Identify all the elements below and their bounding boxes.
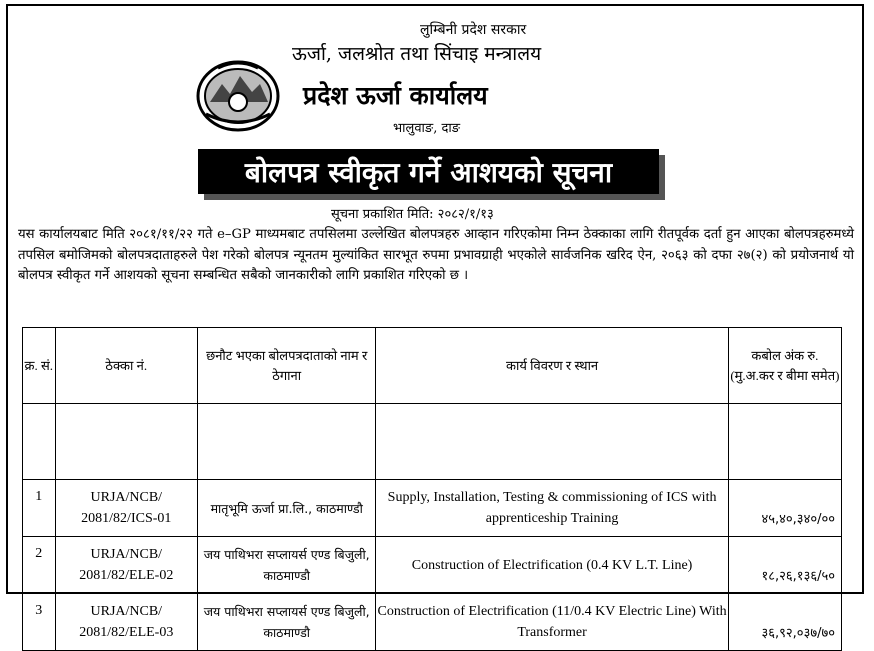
table-header-row <box>23 328 842 404</box>
row-sn: 2 <box>23 537 56 594</box>
table-row <box>23 537 842 594</box>
office-name: प्रदेश ऊर्जा कार्यालय <box>303 81 488 110</box>
header-contract-no: ठेक्का नं. <box>55 328 197 404</box>
row-contract-no: URJA/NCB/ 2081/82/ICS-01 <box>55 480 197 537</box>
publication-date: सूचना प्रकाशित मिति: २०८२/१/१३ <box>331 207 494 222</box>
table-row <box>23 594 842 651</box>
row-amount: ४५,४०,३४०/०० <box>728 480 841 537</box>
row-work: Supply, Installation, Testing & commissioning of ICS with apprenticeship Training <box>376 480 728 537</box>
header-work: कार्य विवरण र स्थान <box>376 328 728 404</box>
notice-body: यस कार्यालयबाट मिति २०८१/११/२२ गते e–GP माध्यमबाट तपसिलमा उल्लेखित बोलपत्रहरु आव्हान गरिएकोमा निम्न ठेक्काका लागि रीतपूर्वक दर्ता हुन आएका बोलपत्रहरुमध्ये तपसिल बमोजिमको बोलपत्रदाताहरुले पेश गरेको बोलपत्र न्यूनतम मुल्यांकित सारभूत रुपमा प्रभावग्राही भएकोले सार्वजनिक खरिद ऐन, २०६३ को दफा २७(२) को प्रयोजनार्थ यो बोलपत्र स्वीकृत गर्ने आशयको सूचना सम्बन्धित सबैको जानकारीको लागि प्रकाशित गरिएको छ । <box>18 227 854 284</box>
row-amount: ३६,९२,०३७/७० <box>728 594 841 651</box>
contract-table <box>22 327 842 651</box>
office-location: भालुवाङ, दाङ <box>393 121 461 136</box>
row-contract-no: URJA/NCB/ 2081/82/ELE-02 <box>55 537 197 594</box>
row-contract-no: URJA/NCB/ 2081/82/ELE-03 <box>55 594 197 651</box>
row-bidder: जय पाथिभरा सप्लायर्स एण्ड बिजुली, काठमाण्डौ <box>198 537 376 594</box>
header-amount: कबोल अंक रु. (मु.अ.कर र बीमा समेत) <box>728 328 841 404</box>
header-bidder: छनौट भएका बोलपत्रदाताको नाम र ठेगाना <box>198 328 376 404</box>
government-emblem-icon <box>196 58 280 134</box>
notice-title: बोलपत्र स्वीकृत गर्ने आशयको सूचना <box>198 149 659 194</box>
row-sn: 3 <box>23 594 56 651</box>
row-sn: 1 <box>23 480 56 537</box>
government-name: लुम्बिनी प्रदेश सरकार <box>420 22 527 38</box>
row-bidder: मातृभूमि ऊर्जा प्रा.लि., काठमाण्डौ <box>198 480 376 537</box>
row-amount: १८,२६,१३६/५० <box>728 537 841 594</box>
row-bidder: जय पाथिभरा सप्लायर्स एण्ड बिजुली, काठमाण्डौ <box>198 594 376 651</box>
row-work: Construction of Electrification (11/0.4 KV Electric Line) With Transformer <box>376 594 728 651</box>
ministry-name: ऊर्जा, जलश्रोत तथा सिंचाइ मन्त्रालय <box>292 43 542 65</box>
row-work: Construction of Electrification (0.4 KV L.T. Line) <box>376 537 728 594</box>
table-row <box>23 480 842 537</box>
header-sn: क्र. सं. <box>23 328 56 404</box>
